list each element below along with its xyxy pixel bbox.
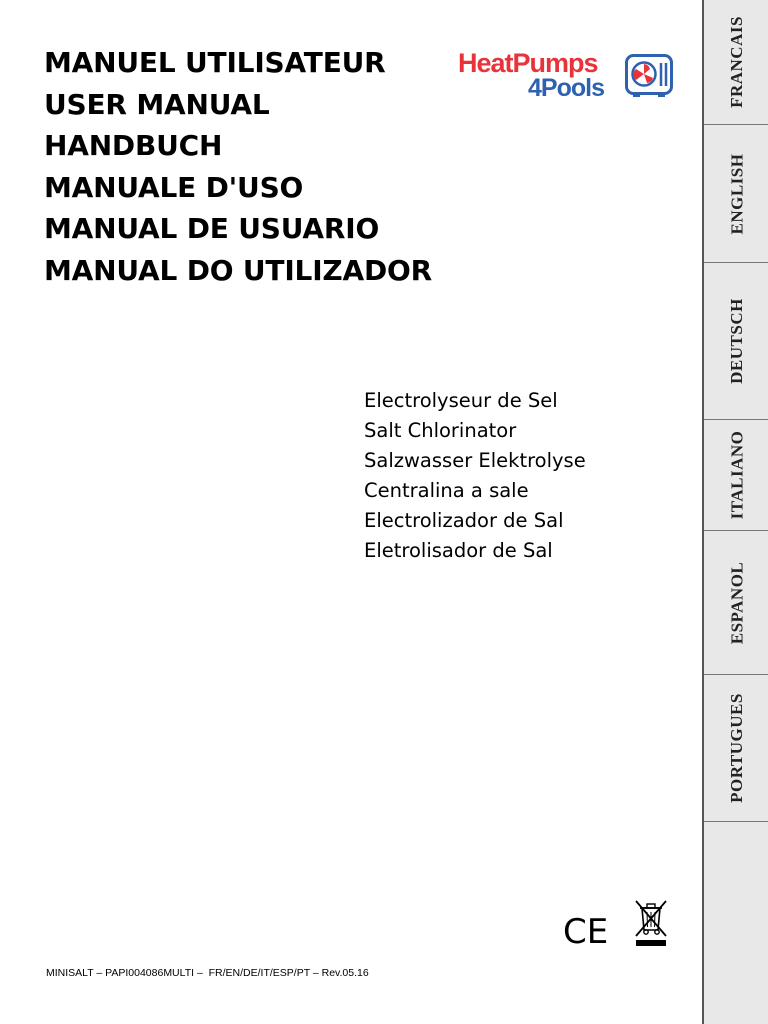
product-de: Salzwasser Elektrolyse xyxy=(364,449,586,472)
logo-4pools-text: 4Pools xyxy=(528,74,604,102)
tab-portugues[interactable] xyxy=(704,675,768,822)
tab-portugues-label: PORTUGUES xyxy=(727,693,747,803)
title-de: HANDBUCH xyxy=(44,129,223,163)
logo-heat-text: Heat xyxy=(458,48,513,78)
product-names xyxy=(364,386,586,566)
heat-pump-fan-icon xyxy=(625,54,673,98)
document-footer: MINISALT – PAPI004086MULTI – FR/EN/DE/IT/ESP/PT – Rev.05.16 xyxy=(46,967,369,979)
tab-deutsch-label: DEUTSCH xyxy=(727,298,746,384)
title-en: USER MANUAL xyxy=(44,87,270,121)
manual-titles xyxy=(44,42,432,292)
product-pt: Eletrolisador de Sal xyxy=(364,539,553,562)
product-en: Salt Chlorinator xyxy=(364,419,517,442)
logo-pumps-text: Pumps xyxy=(512,48,598,78)
tab-italiano-label: ITALIANO xyxy=(727,430,747,520)
title-fr: MANUEL UTILISATEUR xyxy=(44,46,386,79)
tab-espanol[interactable] xyxy=(704,531,768,675)
tab-francais[interactable] xyxy=(704,0,768,125)
tab-espanol-label: ESPANOL xyxy=(727,561,747,644)
tab-english-label: ENGLISH xyxy=(727,153,747,234)
title-it: MANUALE D'USO xyxy=(44,170,304,204)
tab-francais-label: FRANCAIS xyxy=(727,16,746,108)
product-es: Electrolizador de Sal xyxy=(364,509,564,532)
title-pt: MANUAL DO UTILIZADOR xyxy=(44,253,432,287)
heatpumps4pools-logo xyxy=(458,46,678,106)
title-es: MANUAL DE USUARIO xyxy=(44,212,380,246)
ce-mark-text: CE xyxy=(563,913,609,949)
tab-deutsch[interactable] xyxy=(704,263,768,420)
tab-english[interactable] xyxy=(704,125,768,263)
tab-italiano[interactable] xyxy=(704,420,768,531)
product-fr: Electrolyseur de Sel xyxy=(364,389,558,412)
ce-mark xyxy=(562,913,612,949)
language-sidebar xyxy=(702,0,768,1024)
product-it: Centralina a sale xyxy=(364,479,529,502)
crossed-out-wheelie-bin-icon xyxy=(632,898,670,948)
